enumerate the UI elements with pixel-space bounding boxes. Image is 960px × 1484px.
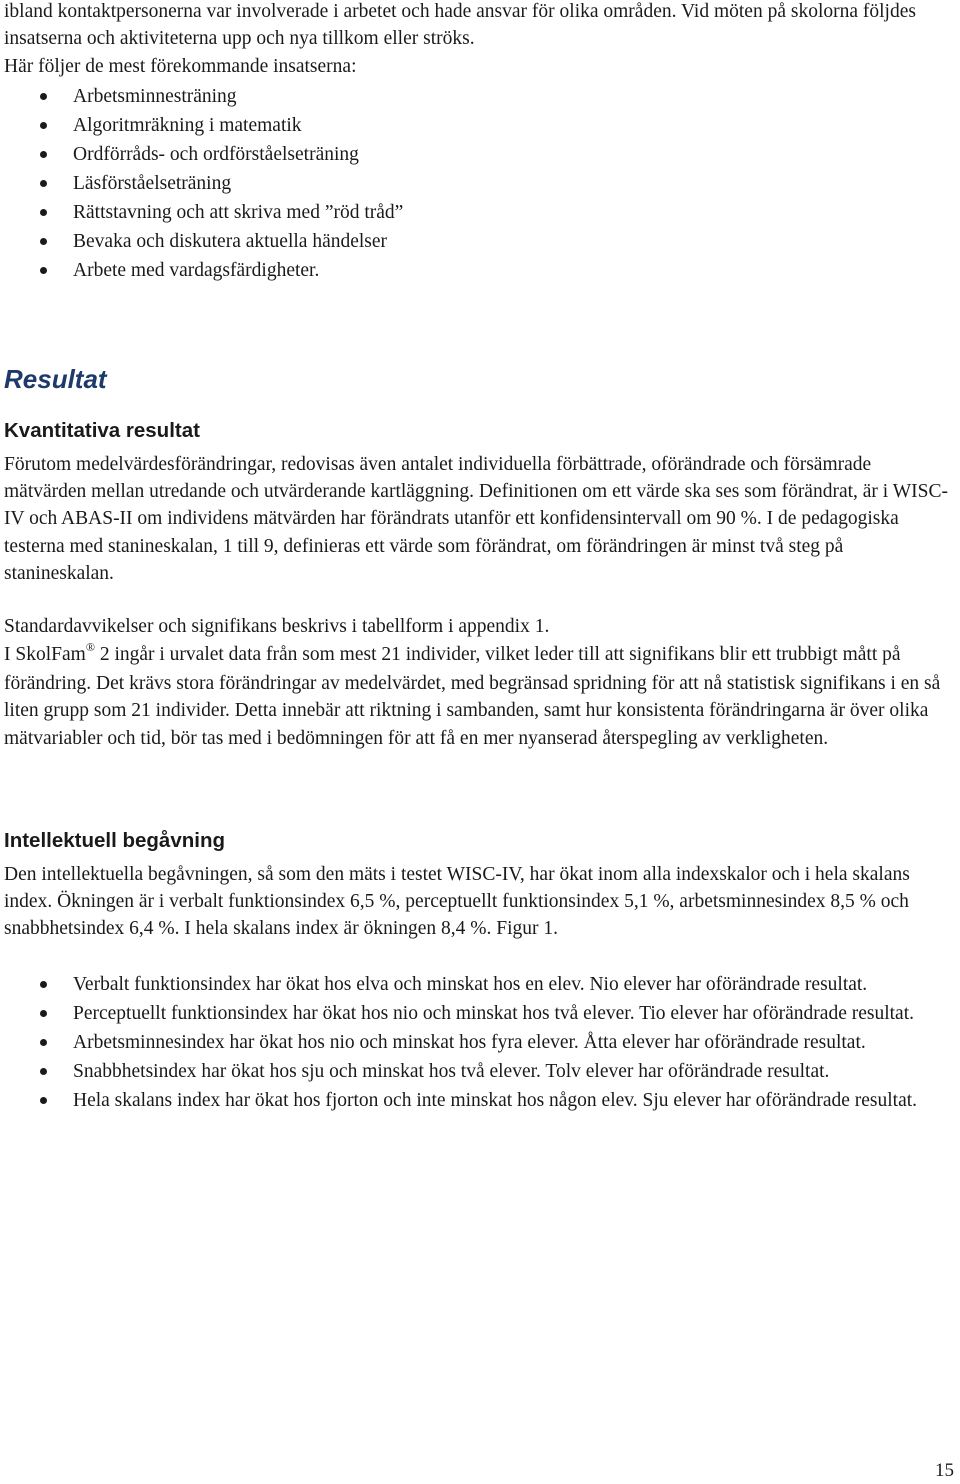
- body-paragraph: Förutom medelvärdesförändringar, redovisas även antalet individuella förbättrade, oförändrade och försämrade mätvärden mellan utredande och utvärderande kartläggning. Definitionen om ett värde ska ses som förändrat, är i WISC-IV och ABAS-II om individens mätvärden har förändrats utanför ett konfidensintervall om 90 %. I de pedagogiska testerna med stanineskalan, 1 till 9, definieras ett värde som förändrat, om förändringen är minst två steg på stanineskalan.: [4, 453, 948, 585]
- list-item: Snabbhetsindex har ökat hos sju och minskat hos två elever. Tolv elever har oförändrade resultat.: [4, 1058, 952, 1085]
- intro-lead: Här följer de mest förekommande insatserna:: [4, 55, 357, 77]
- list-item: Arbete med vardagsfärdigheter.: [4, 256, 952, 285]
- list-item: Verbalt funktionsindex har ökat hos elva och minskat hos en elev. Nio elever har oförändrade resultat.: [4, 971, 952, 998]
- registered-mark: ®: [85, 639, 95, 654]
- document-page: [4, 0, 952, 1116]
- page-number: 15: [935, 1460, 954, 1481]
- list-item: Perceptuellt funktionsindex har ökat hos nio och minskat hos två elever. Tio elever har oförändrade resultat.: [4, 1000, 952, 1027]
- list-item: Arbetsminnesindex har ökat hos nio och minskat hos fyra elever. Åtta elever har oförändrade resultat.: [4, 1029, 952, 1056]
- list-item: Läsförståelseträning: [4, 169, 952, 198]
- text-run: I SkolFam: [4, 643, 86, 665]
- text-run: 2 ingår i urvalet data från som mest 21 individer, vilket leder till att signifikans blir ett trubbigt mått på förändring. Det krävs stora förändringar av medelvärdet, med begränsad spridning för att nå statistisk signifikans i en så liten grupp som 21 individer. Detta innebär att riktning i sambanden, samt hur konsistenta förändringarna är över olika mätvariabler och tid, bör tas med i bedömningen för att få en mer nyanserad återspegling av verkligheten.: [4, 643, 941, 749]
- subsection-heading-intellektuell: Intellektuell begåvning: [4, 828, 225, 852]
- insatser-list: [4, 82, 952, 285]
- section-heading-resultat: Resultat: [4, 363, 107, 394]
- list-item: Hela skalans index har ökat hos fjorton och inte minskat hos någon elev. Sju elever har oförändrade resultat.: [4, 1087, 952, 1114]
- list-item: Ordförråds- och ordförståelseträning: [4, 140, 952, 169]
- intellektuell-list: [4, 971, 952, 1114]
- body-paragraph: [4, 641, 952, 752]
- list-item: Arbetsminnesträning: [4, 82, 952, 111]
- list-item: Rättstavning och att skriva med ”röd tråd”: [4, 198, 952, 227]
- body-paragraph: Standardavvikelser och signifikans beskrivs i tabellform i appendix 1.: [4, 616, 550, 638]
- list-item: Algoritmräkning i matematik: [4, 111, 952, 140]
- subsection-heading-kvantitativa: Kvantitativa resultat: [4, 418, 200, 442]
- intro-paragraph: ibland kontaktpersonerna var involverade i arbetet och hade ansvar för olika områden. Vid möten på skolorna följdes insatserna och aktiviteterna upp och nya tillkom eller ströks.: [4, 1, 916, 50]
- body-paragraph: Den intellektuella begåvningen, så som den mäts i testet WISC-IV, har ökat inom alla indexskalor och i hela skalans index. Ökningen är i verbalt funktionsindex 6,5 %, perceptuellt funktionsindex 5,1 %, arbetsminnesindex 8,5 % och snabbhetsindex 6,4 %. I hela skalans index är ökningen 8,4 %. Figur 1.: [4, 863, 910, 940]
- list-item: Bevaka och diskutera aktuella händelser: [4, 227, 952, 256]
